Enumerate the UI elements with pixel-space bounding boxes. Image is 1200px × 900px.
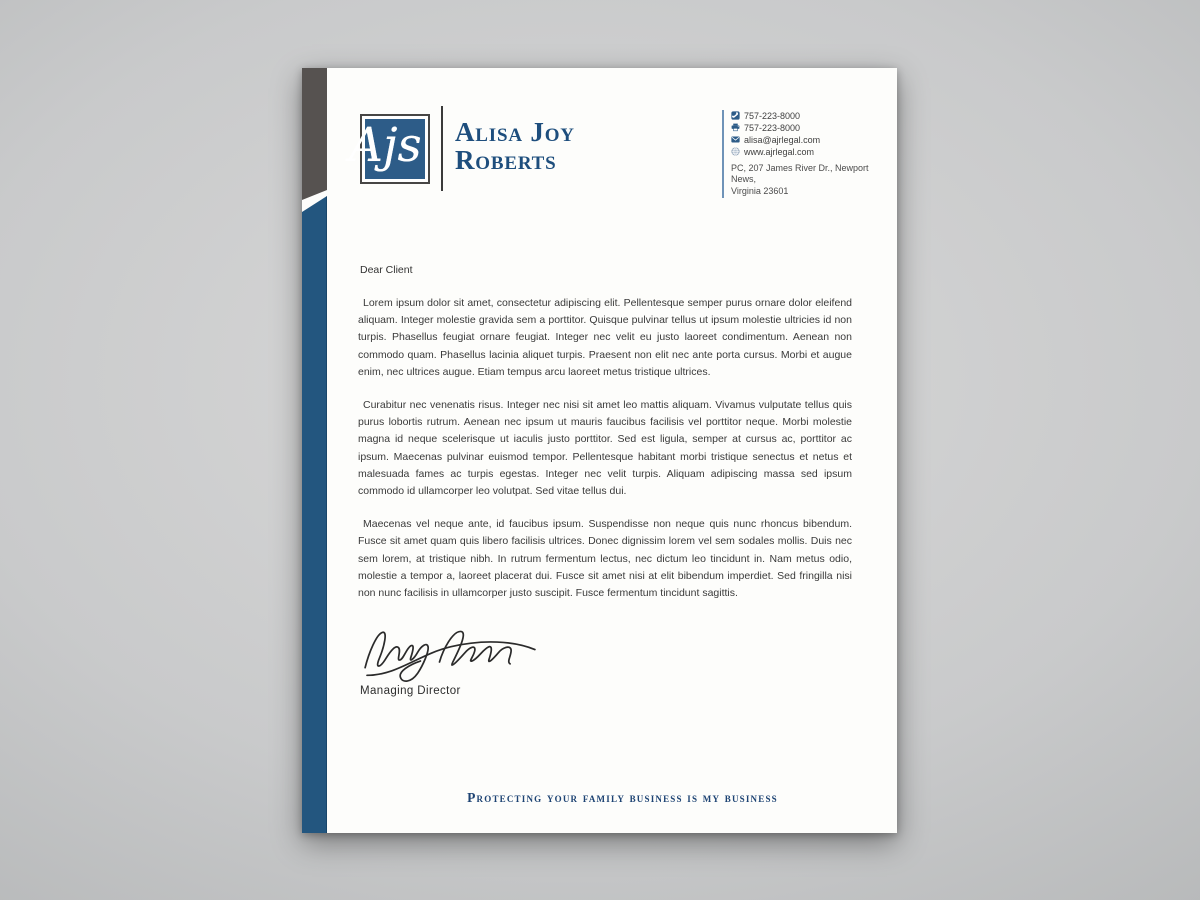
logo-monogram: Ajs [349,118,422,173]
letter-body [358,295,852,618]
header-divider [441,106,443,191]
address-line1: PC, 207 James River Dr., Newport News, [731,162,869,185]
contact-value: alisa@ajrlegal.com [744,134,821,145]
footer-tagline: Protecting your family business is my business [467,790,778,805]
phone-icon [731,111,740,120]
signature-script [356,620,544,682]
accent-strip-gray [302,68,327,218]
greeting: Dear Client [360,264,413,276]
contact-row-phone [731,110,887,122]
globe-icon [731,147,740,156]
signatory-title: Managing Director [360,685,461,697]
logo-square [349,118,425,179]
left-accent-strip [302,68,327,833]
email-icon [731,135,740,144]
brand-name [455,118,575,174]
contact-row-fax [731,122,887,134]
letterhead-page [302,68,897,833]
brand-name-line1: Alisa Joy [455,117,575,147]
letter-paragraph: Lorem ipsum dolor sit amet, consectetur adipiscing elit. Pellentesque semper purus ornare dolor eleifend aliquam. Integer molestie gravida sem a porttitor. Quisque pulvinar tellus ut ipsum molestie ultricies id non turpis. Phasellus feugiat ornare feugiat. Integer nec velit eu justo laoreet condimentum. Aenean non commodo quam. Phasellus lacinia aliquet turpis. Praesent non elit nec ante porta cursus. Morbi et augue enim, nec ultrices augue. Etiam tempus arcu laoreet metus tristique ultrices. [358,297,852,378]
contact-block [722,110,887,198]
fax-icon [731,123,740,132]
contact-value: 757-223-8000 [744,110,801,121]
address-line2: Virginia 23601 [731,186,789,197]
contact-row-email [731,134,887,146]
contact-value: www.ajrlegal.com [744,146,815,157]
contact-row-website [731,146,887,158]
brand-name-line2: Roberts [455,145,557,175]
letter-paragraph: Maecenas vel neque ante, id faucibus ipsum. Suspendisse non neque quis nunc rhoncus bibendum. Fusce sit amet quam quis libero facilisis ultrices. Donec dignissim lorem vel sem sodales mollis. Duis nec sem lorem, at tristique nibh. In rutrum fermentum lectus, nec dictum leo tincidunt in. Nam metus odio, molestie a tempor a, laoreet placerat dui. Fusce sit amet nisi at elit bibendum imperdiet. Sed fringilla nisi non nunc facilisis in ullamcorper justo suscipit. Fusce fermentum tincidunt sagittis. [358,518,852,600]
brand-logo [349,114,430,184]
address [731,163,887,198]
contact-value: 757-223-8000 [744,122,801,133]
letter-paragraph: Curabitur nec venenatis risus. Integer nec nisi sit amet leo mattis aliquam. Vivamus vulputate tellus quis purus lobortis rutrum. Aenean nec ipsum ut mauris faucibus facilisis vel porttitor neque. Morbi molestie magna id neque scelerisque ut iaculis justo porttitor. Sed est ligula, semper at cursus ac, porttitor ac ipsum. Maecenas pulvinar euismod tempor. Pellentesque habitant morbi tristique senectus et netus et malesuada fames ac turpis egestas. Integer nec velit turpis. Aliquam adipiscing massa sed ipsum commodo id ullamcorper leo volutpat. Sed vitae tellus dui. [358,399,852,498]
